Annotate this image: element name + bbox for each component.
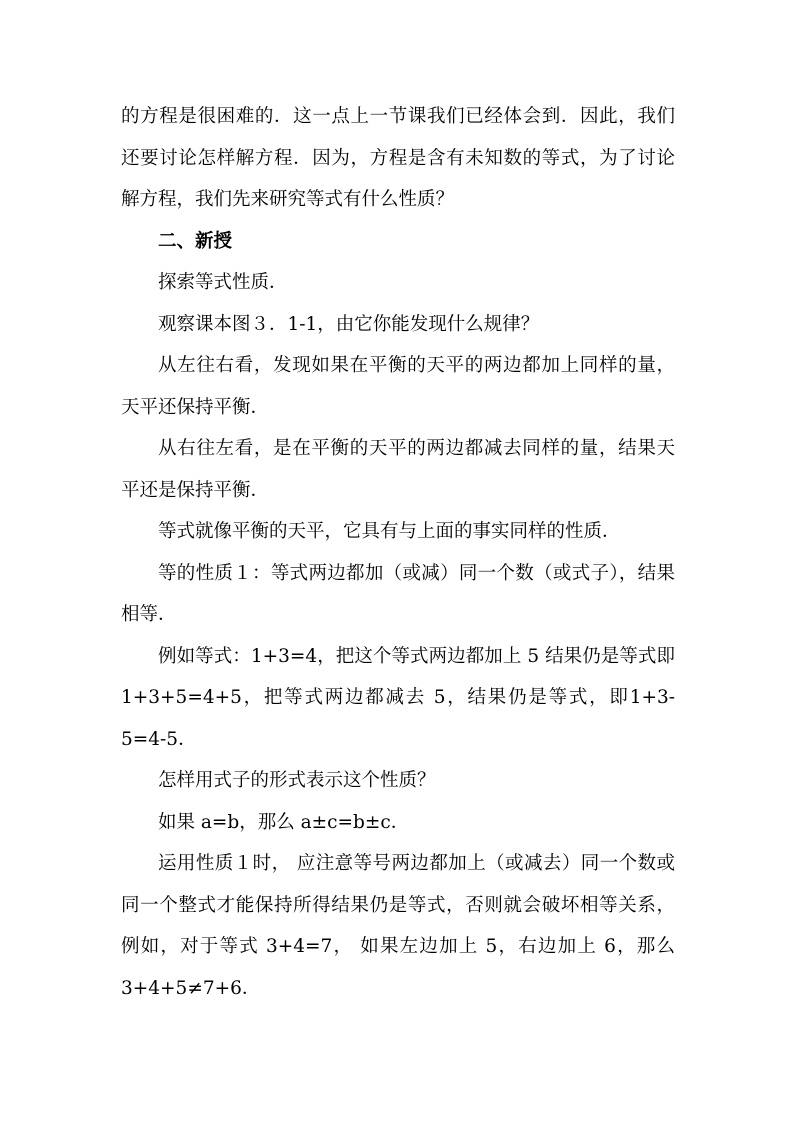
paragraph-balance-analogy: 等式就像平衡的天平，它具有与上面的事实同样的性质． (158, 521, 621, 542)
section-heading-new-lesson: 二、新授 (158, 230, 233, 252)
paragraph-intro: 的方程是很困难的．这一点上一节课我们已经体会到．因此，我们还要讨论怎样解方程．因为，方程是含有未知数的等式，为了讨论解方程，我们先来研究等式有什么性质？ (121, 106, 675, 210)
document-body (121, 96, 675, 1009)
paragraph-formula: 如果 a=b，那么 a±c=b±c． (158, 811, 410, 833)
paragraph-left-to-right: 从左往右看，发现如果在平衡的天平的两边都加上同样的量，天平还保持平衡． (121, 355, 675, 418)
paragraph-right-to-left: 从右往左看，是在平衡的天平的两边都减去同样的量，结果天平还是保持平衡． (121, 438, 675, 501)
paragraph-example: 例如等式：1+3=4，把这个等式两边都加上 5 结果仍是等式即 1+3+5=4+5，把等式两边都减去 5，结果仍是等式，即1+3-5=4-5． (121, 645, 675, 750)
paragraph-explore: 探索等式性质． (158, 272, 288, 293)
paragraph-property-one: 等的性质１：等式两边都加（或减）同一个数（或式子），结果相等． (121, 562, 675, 625)
paragraph-caution: 运用性质１时， 应注意等号两边都加上（或减去）同一个数或同一个整式才能保持所得结果仍是等式，否则就会破坏相等关系，例如，对于等式 3+4=7， 如果左边加上 5，右边加上 6，那么 3+4+5≠7+6． (121, 853, 675, 999)
paragraph-question: 怎样用式子的形式表示这个性质？ (158, 770, 436, 791)
paragraph-observe-figure: 观察课本图３．1-1，由它你能发现什么规律？ (158, 313, 540, 335)
